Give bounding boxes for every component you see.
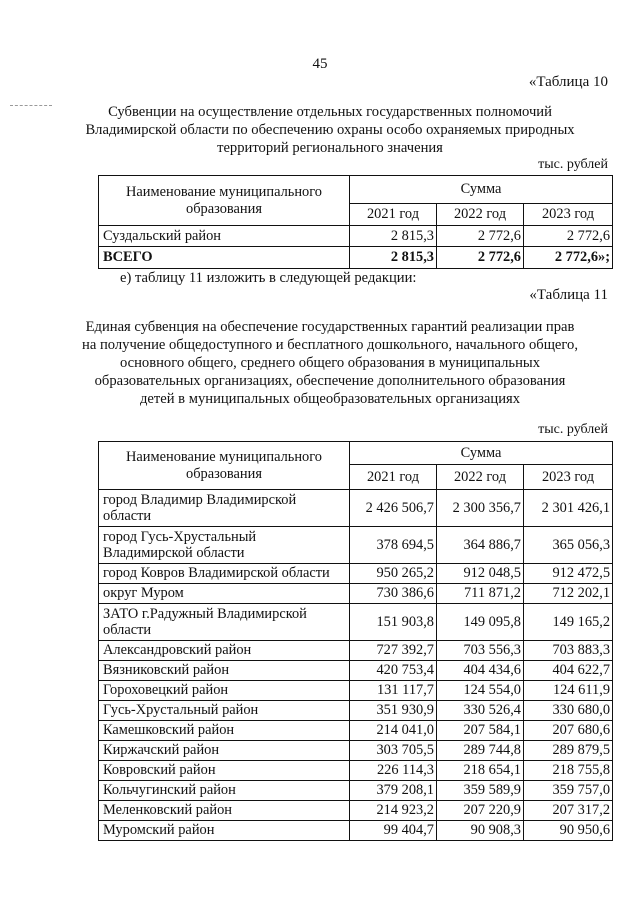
- row-name: Меленковский район: [99, 801, 350, 821]
- instruction-paragraph: е) таблицу 11 изложить в следующей редакции:: [120, 270, 417, 286]
- row-value: 703 556,3: [437, 641, 524, 661]
- row-value: 124 554,0: [437, 681, 524, 701]
- row-value: 207 317,2: [524, 801, 613, 821]
- table11-col-sum-header: Сумма: [350, 442, 613, 465]
- table-row: [99, 681, 613, 701]
- table10-year-header: 2023 год: [524, 204, 613, 226]
- table-row: [99, 490, 613, 527]
- row-name: Суздальский район: [99, 226, 350, 247]
- table11-heading-line: основного общего, среднего общего образования в муниципальных: [119, 355, 540, 371]
- row-name: Камешковский район: [99, 721, 350, 741]
- row-value: 124 611,9: [524, 681, 613, 701]
- row-name: Муромский район: [99, 821, 350, 841]
- table10-unit: тыс. рублей: [538, 157, 608, 172]
- table-row: [99, 641, 613, 661]
- row-name: Гороховецкий район: [99, 681, 350, 701]
- row-name: город Гусь-Хрустальный Владимирской области: [99, 527, 350, 564]
- row-value: 711 871,2: [437, 584, 524, 604]
- row-value: 359 589,9: [437, 781, 524, 801]
- row-value: 703 883,3: [524, 641, 613, 661]
- row-value: 950 265,2: [350, 564, 437, 584]
- row-name: ЗАТО г.Радужный Владимирской области: [99, 604, 350, 641]
- total-value: 2 815,3: [350, 247, 437, 269]
- row-value: 912 048,5: [437, 564, 524, 584]
- table10-heading-line: Субвенции на осуществление отдельных государственных полномочий: [108, 104, 552, 120]
- table11: [98, 441, 613, 841]
- table10-col-sum-header: Сумма: [350, 176, 613, 204]
- table-row: [99, 721, 613, 741]
- row-value: 912 472,5: [524, 564, 613, 584]
- row-value: 330 526,4: [437, 701, 524, 721]
- table10-year-header: 2021 год: [350, 204, 437, 226]
- table11-year-header: 2021 год: [350, 465, 437, 490]
- row-value: 727 392,7: [350, 641, 437, 661]
- row-value: 2 815,3: [350, 226, 437, 247]
- row-value: 404 434,6: [437, 661, 524, 681]
- row-value: 365 056,3: [524, 527, 613, 564]
- table-row: [99, 741, 613, 761]
- row-name: город Владимир Владимирской области: [99, 490, 350, 527]
- table-row: [99, 821, 613, 841]
- table11-heading-line: образовательных организациях, обеспечение дополнительного образования: [94, 373, 566, 389]
- row-value: 131 117,7: [350, 681, 437, 701]
- table11-year-header: 2022 год: [437, 465, 524, 490]
- row-name: Киржачский район: [99, 741, 350, 761]
- table11-unit: тыс. рублей: [538, 422, 608, 437]
- row-value: 99 404,7: [350, 821, 437, 841]
- row-name: город Ковров Владимирской области: [99, 564, 350, 584]
- total-row: [99, 247, 613, 269]
- total-name: ВСЕГО: [99, 247, 350, 269]
- table10-label: «Таблица 10: [528, 74, 608, 90]
- table11-heading-line: детей в муниципальных общеобразовательных организациях: [139, 391, 521, 407]
- row-value: 207 220,9: [437, 801, 524, 821]
- row-value: 149 165,2: [524, 604, 613, 641]
- table-row: [99, 564, 613, 584]
- table-row: [99, 801, 613, 821]
- row-value: 359 757,0: [524, 781, 613, 801]
- row-value: 2 772,6: [437, 226, 524, 247]
- row-value: 730 386,6: [350, 584, 437, 604]
- row-value: 364 886,7: [437, 527, 524, 564]
- table11-label: «Таблица 11: [529, 287, 608, 303]
- table-row: [99, 527, 613, 564]
- row-value: 378 694,5: [350, 527, 437, 564]
- row-name: Александровский район: [99, 641, 350, 661]
- row-value: 214 923,2: [350, 801, 437, 821]
- row-value: 207 584,1: [437, 721, 524, 741]
- table-row: [99, 661, 613, 681]
- row-name: округ Муром: [99, 584, 350, 604]
- table10: [98, 175, 613, 269]
- row-value: 151 903,8: [350, 604, 437, 641]
- table11-heading-line: на получение общедоступного и бесплатного дошкольного, начального общего,: [82, 337, 578, 353]
- row-name: Вязниковский район: [99, 661, 350, 681]
- table10-heading: [80, 103, 580, 157]
- row-value: 149 095,8: [437, 604, 524, 641]
- table11-col-name-header: Наименование муниципального образования: [99, 442, 350, 490]
- row-name: Ковровский район: [99, 761, 350, 781]
- row-name: Кольчугинский район: [99, 781, 350, 801]
- row-value: 226 114,3: [350, 761, 437, 781]
- table11-heading: [80, 318, 580, 408]
- row-value: 712 202,1: [524, 584, 613, 604]
- table-row: [99, 781, 613, 801]
- row-value: 2 300 356,7: [437, 490, 524, 527]
- table-row: [99, 604, 613, 641]
- table10-heading-line: территорий регионального значения: [217, 140, 443, 156]
- row-value: 303 705,5: [350, 741, 437, 761]
- row-value: 2 772,6: [524, 226, 613, 247]
- table11-year-header: 2023 год: [524, 465, 613, 490]
- total-value: 2 772,6: [437, 247, 524, 269]
- table10-heading-line: Владимирской области по обеспечению охраны особо охраняемых природных: [85, 122, 575, 138]
- row-value: 90 908,3: [437, 821, 524, 841]
- table-row: [99, 761, 613, 781]
- row-value: 289 879,5: [524, 741, 613, 761]
- row-value: 351 930,9: [350, 701, 437, 721]
- table11-heading-line: Единая субвенция на обеспечение государственных гарантий реализации прав: [85, 319, 575, 335]
- row-value: 90 950,6: [524, 821, 613, 841]
- row-value: 214 041,0: [350, 721, 437, 741]
- table-row: [99, 701, 613, 721]
- row-value: 289 744,8: [437, 741, 524, 761]
- row-value: 207 680,6: [524, 721, 613, 741]
- table10-year-header: 2022 год: [437, 204, 524, 226]
- row-name: Гусь-Хрустальный район: [99, 701, 350, 721]
- row-value: 2 426 506,7: [350, 490, 437, 527]
- scan-margin-mark: [10, 105, 52, 106]
- row-value: 420 753,4: [350, 661, 437, 681]
- row-value: 2 301 426,1: [524, 490, 613, 527]
- row-value: 218 755,8: [524, 761, 613, 781]
- row-value: 218 654,1: [437, 761, 524, 781]
- total-value: 2 772,6»;: [524, 247, 613, 269]
- row-value: 379 208,1: [350, 781, 437, 801]
- table-row: [99, 584, 613, 604]
- table10-col-name-header: Наименование муниципального образования: [99, 176, 350, 226]
- row-value: 404 622,7: [524, 661, 613, 681]
- page-number: 45: [312, 56, 328, 72]
- table-row: [99, 226, 613, 247]
- row-value: 330 680,0: [524, 701, 613, 721]
